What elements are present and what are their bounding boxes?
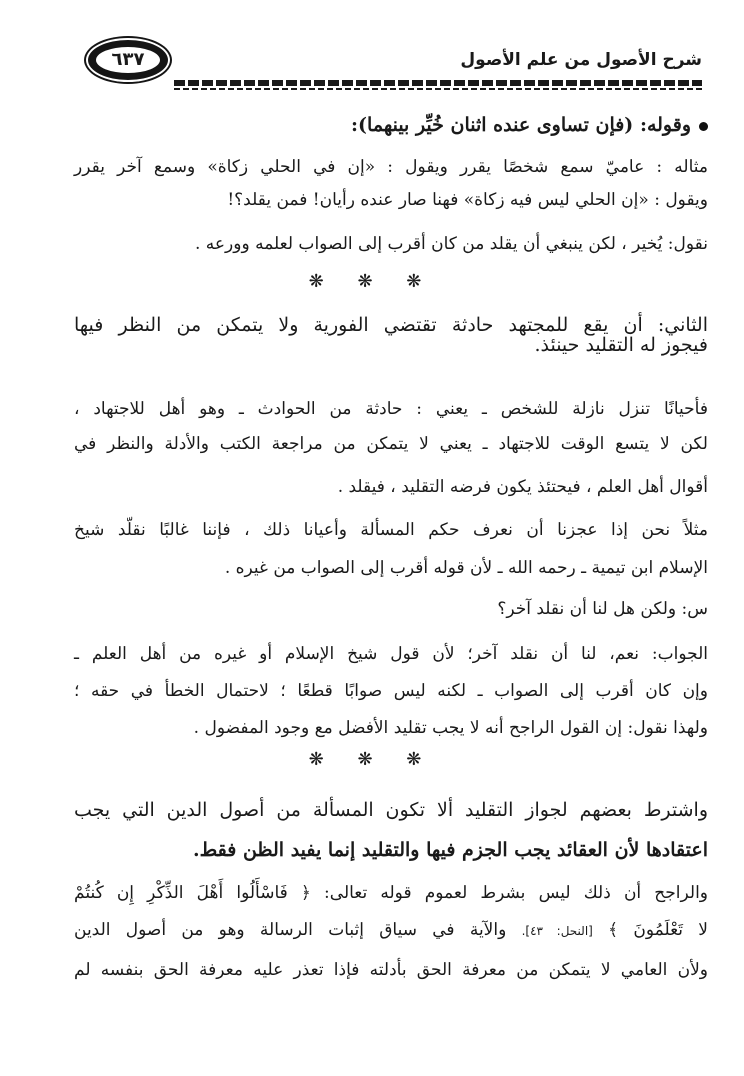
section1-heading xyxy=(74,110,708,140)
paragraph-line: ولأن العامي لا يتمكن من معرفة الحق بأدلته فإذا تعذر عليه معرفة الحق بنفسه لم xyxy=(74,960,708,980)
paragraph-line: ولهذا نقول: إن القول الراجح أنه لا يجب تقليد الأفضل مع وجود المفضول . xyxy=(193,718,708,738)
heading-prefix: وقوله: xyxy=(639,114,691,136)
paragraph-line: فأحيانًا تنزل نازلة للشخص ـ يعني : حادثة من الحوادث ـ وهو أهل للاجتهاد ، xyxy=(74,399,708,419)
separator-stars: ❋ ❋ ❋ xyxy=(308,271,436,292)
paragraph-line: الجواب: نعم، لنا أن نقلد آخر؛ لأن قول شيخ الإسلام أو غيره من أهل العلم ـ xyxy=(74,644,708,664)
separator-stars: ❋ ❋ ❋ xyxy=(308,749,436,770)
paragraph-line: ويقول : «إن الحلي ليس فيه زكاة» فهنا صار عنده رأيان! فمن يقلد؟! xyxy=(227,190,708,210)
paragraph-line: اعتقادها لأن العقائد يجب الجزم فيها والتقليد إنما يفيد الظن فقط. xyxy=(193,839,708,861)
paragraph-line: وإن كان أقرب إلى الصواب ـ لكنه ليس صوابًا قطعًا ؛ لاحتمال الخطأ في حقه ؛ xyxy=(74,681,708,701)
paragraph-line: واشترط بعضهم لجواز التقليد ألا تكون المسألة من أصول الدين التي يجب xyxy=(74,799,708,821)
paragraph-line: والراجح أن ذلك ليس بشرط لعموم قوله تعالى: ﴿ فَاسْأَلُوا أَهْلَ الذِّكْرِ إِن كُنتُمْ xyxy=(74,883,708,903)
paragraph-line: الإسلام ابن تيمية ـ رحمه الله ـ لأن قوله أقرب إلى الصواب من غيره . xyxy=(224,558,708,578)
header-rule xyxy=(174,80,702,86)
page-number-badge xyxy=(90,42,166,78)
heading-quote: (فإن تساوى عنده اثنان خُيِّر بينهما): xyxy=(351,114,634,136)
paragraph-line: لكن لا يتسع الوقت للاجتهاد ـ يعني لا يتمكن من مراجعة الكتب والأدلة والنظر في xyxy=(74,434,708,454)
verse-context: والآية في سياق إثبات الرسالة وهو من أصول الدين xyxy=(74,920,507,940)
page-number: ٦٣٧ xyxy=(96,47,160,73)
bullet-icon xyxy=(699,122,708,131)
paragraph-line: أقوال أهل العلم ، فيحتئذ يكون فرضه التقليد ، فيقلد . xyxy=(337,477,708,497)
paragraph-line: نقول: يُخير ، لكن ينبغي أن يقلد من كان أقرب إلى الصواب لعلمه وورعه . xyxy=(194,234,708,254)
verse-reference: [النحل: ٤٣]. xyxy=(521,924,593,938)
paragraph-line: فيجوز له التقليد حينئذ. xyxy=(534,334,708,356)
paragraph-line xyxy=(74,915,708,946)
running-title: شرح الأصول من علم الأصول xyxy=(460,50,702,70)
paragraph-line: مثلاً نحن إذا عجزنا أن نعرف حكم المسألة وأعيانا ذلك ، فإننا غالبًا نقلّد شيخ xyxy=(74,520,708,540)
paragraph-line: الثاني: أن يقع للمجتهد حادثة تقتضي الفورية ولا يتمكن من النظر فيها xyxy=(74,314,708,336)
header-rule-thin xyxy=(174,88,702,90)
page-header xyxy=(84,30,702,92)
quran-verse-end: لا تَعْلَمُونَ ﴾ xyxy=(608,920,708,940)
paragraph-line: مثاله : عاميّ سمع شخصًا يقرر ويقول : «إن في الحلي زكاة» وسمع آخر يقرر xyxy=(74,157,708,177)
question-line: س: ولكن هل لنا أن نقلد آخر؟ xyxy=(497,599,708,619)
